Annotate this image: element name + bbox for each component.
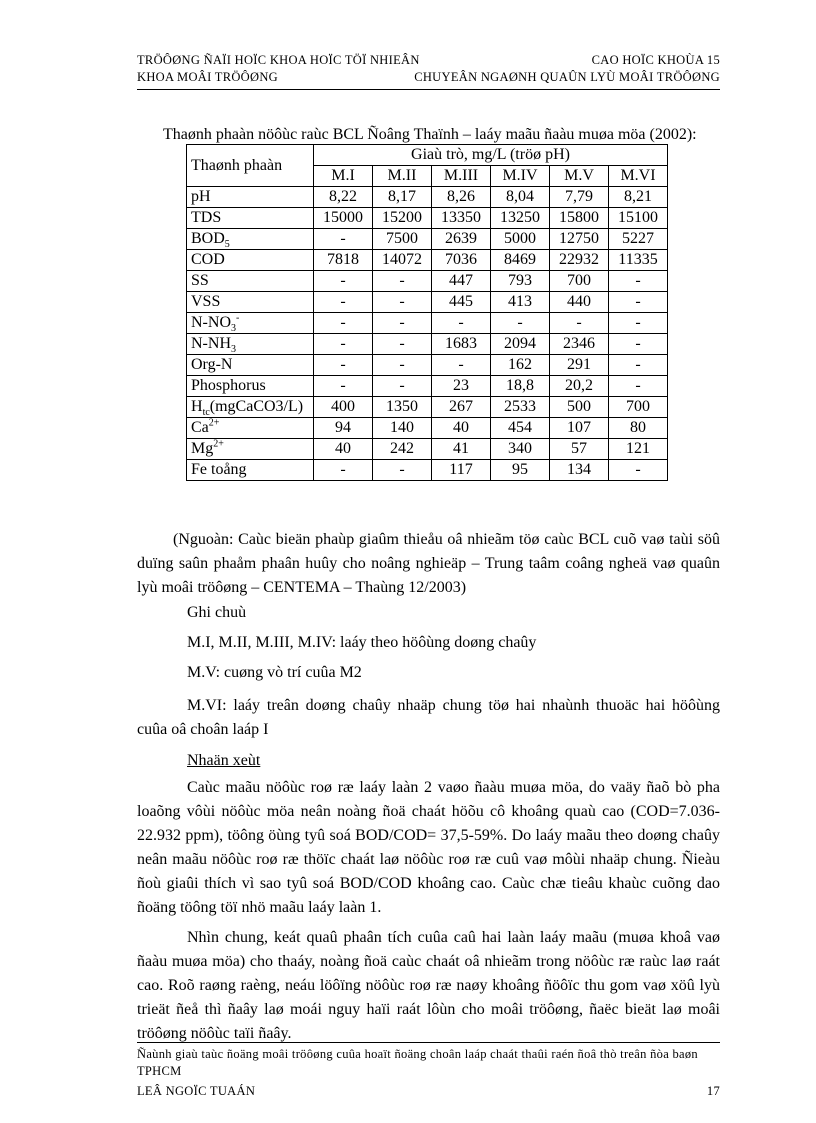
value-cell: 400 xyxy=(314,397,373,418)
value-cell: 107 xyxy=(550,418,609,439)
value-cell: 117 xyxy=(432,460,491,481)
value-cell: 700 xyxy=(609,397,668,418)
value-cell: 445 xyxy=(432,292,491,313)
value-cell: 5227 xyxy=(609,229,668,250)
value-cell: 793 xyxy=(491,271,550,292)
value-cell: - xyxy=(373,376,432,397)
table-caption: Thaønh phaàn nöôùc raùc BCL Ñoâng Thaïnh – laáy maãu ñaàu muøa möa (2002): xyxy=(163,126,697,143)
value-cell: 267 xyxy=(432,397,491,418)
value-cell: 80 xyxy=(609,418,668,439)
value-cell: - xyxy=(373,460,432,481)
component-name: COD xyxy=(187,250,314,271)
column-group-header: Giaù trò, mg/L (tröø pH) xyxy=(314,145,668,166)
value-cell: 20,2 xyxy=(550,376,609,397)
footer-title: Ñaùnh giaù taùc ñoäng moâi tröôøng cuûa hoaït ñoäng choân laáp chaát thaûi raén ñoâ thò treân ñòa baøn TPHCM xyxy=(137,1047,698,1078)
component-name: $N-NO_3^-$ xyxy=(187,313,314,334)
value-cell: 413 xyxy=(491,292,550,313)
remark-paragraph-2: Nhìn chung, keát quaû phaân tích cuûa caû hai laàn laáy maãu (muøa khoâ vaø ñaàu muøa möa) cho thaáy, noàng ñoä caùc chaát oâ nhieãm trong nöôùc ræ raùc laø raát cao. Roõ raøng raèng, neáu löôïng nöôùc roø ræ naøy khoâng ñöôïc thu gom vaø xöû lyù trieät ñeå thì ñaây laø moái nguy haïi raát lôùn cho moâi tröôøng, ñaëc bieät laø moâi tröôøng nöôùc taïi ñaây. xyxy=(137,929,720,1042)
value-cell: - xyxy=(491,313,550,334)
value-cell: - xyxy=(314,460,373,481)
footer-divider xyxy=(137,1042,720,1043)
value-cell: 447 xyxy=(432,271,491,292)
value-cell: 242 xyxy=(373,439,432,460)
table-row xyxy=(187,376,668,397)
value-cell: - xyxy=(550,313,609,334)
value-cell: 7500 xyxy=(373,229,432,250)
value-cell: 8469 xyxy=(491,250,550,271)
value-cell: 5000 xyxy=(491,229,550,250)
remark-body xyxy=(137,776,720,1052)
value-cell: 22932 xyxy=(550,250,609,271)
component-name: TDS xyxy=(187,208,314,229)
table-row xyxy=(187,187,668,208)
value-cell: 2533 xyxy=(491,397,550,418)
table-header-row xyxy=(187,145,668,166)
value-cell: 12750 xyxy=(550,229,609,250)
value-cell: 7036 xyxy=(432,250,491,271)
value-cell: 7818 xyxy=(314,250,373,271)
value-cell: 15000 xyxy=(314,208,373,229)
header-university: TRÖÔØNG ÑAÏI HOÏC KHOA HOÏC TÖÏ NHIEÂN xyxy=(137,53,420,67)
value-cell: - xyxy=(373,313,432,334)
value-cell: 1350 xyxy=(373,397,432,418)
value-cell: - xyxy=(314,313,373,334)
value-cell: 14072 xyxy=(373,250,432,271)
value-cell: - xyxy=(609,313,668,334)
table-row xyxy=(187,229,668,250)
value-cell: 291 xyxy=(550,355,609,376)
value-cell: - xyxy=(609,460,668,481)
sample-header: M.IV xyxy=(491,166,550,187)
value-cell: 95 xyxy=(491,460,550,481)
value-cell: 15200 xyxy=(373,208,432,229)
value-cell: - xyxy=(432,313,491,334)
value-cell: 15800 xyxy=(550,208,609,229)
table-row xyxy=(187,460,668,481)
table-row xyxy=(187,208,668,229)
note-1: M.I, M.II, M.III, M.IV: laáy theo höôùng doøng chaûy xyxy=(187,634,537,651)
sample-header: M.VI xyxy=(609,166,668,187)
value-cell: 7,79 xyxy=(550,187,609,208)
value-cell: 500 xyxy=(550,397,609,418)
value-cell: 700 xyxy=(550,271,609,292)
value-cell: - xyxy=(373,292,432,313)
component-name: pH xyxy=(187,187,314,208)
table-row xyxy=(187,334,668,355)
notes-title: Ghi chuù xyxy=(187,604,247,621)
header-course: CAO HOÏC KHOÙA 15 xyxy=(591,53,720,67)
sample-header: M.I xyxy=(314,166,373,187)
value-cell: 57 xyxy=(550,439,609,460)
value-cell: 8,22 xyxy=(314,187,373,208)
component-name: Org-N xyxy=(187,355,314,376)
value-cell: 454 xyxy=(491,418,550,439)
value-cell: 1683 xyxy=(432,334,491,355)
value-cell: - xyxy=(609,334,668,355)
value-cell: - xyxy=(314,376,373,397)
value-cell: - xyxy=(432,355,491,376)
value-cell: - xyxy=(314,334,373,355)
value-cell: 440 xyxy=(550,292,609,313)
value-cell: 340 xyxy=(491,439,550,460)
value-cell: 2639 xyxy=(432,229,491,250)
component-name: $N-NH_3$ xyxy=(187,334,314,355)
value-cell: 162 xyxy=(491,355,550,376)
value-cell: 40 xyxy=(314,439,373,460)
component-name: SS xyxy=(187,271,314,292)
sample-header: M.III xyxy=(432,166,491,187)
composition-table xyxy=(186,144,668,481)
value-cell: 8,17 xyxy=(373,187,432,208)
footer-author: LEÂ NGOÏC TUAÁN xyxy=(137,1084,256,1098)
value-cell: - xyxy=(609,271,668,292)
value-cell: 15100 xyxy=(609,208,668,229)
source-note: (Nguoàn: Caùc bieän phaùp giaûm thieåu oâ nhieãm töø caùc BCL cuõ vaø taùi söû duïng saûn phaåm phaân huûy cho noâng nghieäp – Trung taâm coâng ngheä vaø quaûn lyù moâi tröôøng – CENTEMA – Thaùng 12/2003) xyxy=(137,531,720,596)
remark-title: Nhaän xeùt xyxy=(187,752,261,769)
value-cell: 134 xyxy=(550,460,609,481)
header-faculty: KHOA MOÂI TRÖÔØNG xyxy=(137,70,278,84)
table-row xyxy=(187,313,668,334)
component-name: $BOD_5$ xyxy=(187,229,314,250)
source-paragraph xyxy=(137,528,720,606)
value-cell: - xyxy=(373,355,432,376)
component-name: Phosphorus xyxy=(187,376,314,397)
table-row xyxy=(187,355,668,376)
note-2: M.V: cuøng vò trí cuûa M2 xyxy=(187,664,362,681)
value-cell: 121 xyxy=(609,439,668,460)
component-name: VSS xyxy=(187,292,314,313)
value-cell: - xyxy=(314,229,373,250)
value-cell: 8,21 xyxy=(609,187,668,208)
value-cell: 2094 xyxy=(491,334,550,355)
value-cell: 40 xyxy=(432,418,491,439)
value-cell: 18,8 xyxy=(491,376,550,397)
component-name: Fe toång xyxy=(187,460,314,481)
component-name: $Ca^{2+}$ xyxy=(187,418,314,439)
header-major: CHUYEÂN NGAØNH QUAÛN LYÙ MOÂI TRÖÔØNG xyxy=(414,70,720,84)
note-3-block xyxy=(137,694,720,748)
value-cell: - xyxy=(609,376,668,397)
value-cell: - xyxy=(314,355,373,376)
value-cell: 23 xyxy=(432,376,491,397)
table-row xyxy=(187,397,668,418)
sample-header: M.V xyxy=(550,166,609,187)
table-row xyxy=(187,418,668,439)
remark-paragraph-1: Caùc maãu nöôùc roø ræ laáy laàn 2 vaøo ñaàu muøa möa, do vaäy ñaõ bò pha loaõng vôùi nöôùc möa neân noàng ñoä chaát höõu cô khoâng quaù cao (COD=7.036-22.932 ppm), töông öùng tyû soá BOD/COD= 37,5-59%. Do laáy maãu theo doøng chaûy neân maãu nöôùc roø ræ thöïc chaát laø nöôùc roø ræ cuû vaø môùi nhaäp chung. Ñieàu ñoù giaûi thích vì sao tyû soá BOD/COD khoâng cao. Caùc chæ tieâu khaùc cuõng dao ñoäng töông töï nhö maãu laáy laàn 1. xyxy=(137,779,720,916)
value-cell: - xyxy=(609,355,668,376)
page-header xyxy=(137,52,720,86)
page-number: 17 xyxy=(706,1084,720,1098)
column-header-component: Thaønh phaàn xyxy=(187,145,314,187)
value-cell: - xyxy=(314,271,373,292)
value-cell: - xyxy=(373,334,432,355)
page-footer xyxy=(137,1046,720,1100)
sample-header: M.II xyxy=(373,166,432,187)
value-cell: 11335 xyxy=(609,250,668,271)
component-name: $H_{tc}(mgCaCO3/L)$ xyxy=(187,397,314,418)
value-cell: 41 xyxy=(432,439,491,460)
value-cell: 2346 xyxy=(550,334,609,355)
table-row xyxy=(187,439,668,460)
value-cell: 140 xyxy=(373,418,432,439)
component-name: $Mg^{2+}$ xyxy=(187,439,314,460)
value-cell: 13250 xyxy=(491,208,550,229)
note-3: M.VI: laáy treân doøng chaûy nhaäp chung töø hai nhaùnh thuoäc hai höôùng cuûa oâ choân laáp I xyxy=(137,697,720,738)
value-cell: - xyxy=(314,292,373,313)
value-cell: 8,26 xyxy=(432,187,491,208)
value-cell: - xyxy=(373,271,432,292)
table-row xyxy=(187,250,668,271)
value-cell: 8,04 xyxy=(491,187,550,208)
value-cell: 94 xyxy=(314,418,373,439)
value-cell: 13350 xyxy=(432,208,491,229)
table-row xyxy=(187,292,668,313)
value-cell: - xyxy=(609,292,668,313)
header-divider xyxy=(137,89,720,90)
table-row xyxy=(187,271,668,292)
